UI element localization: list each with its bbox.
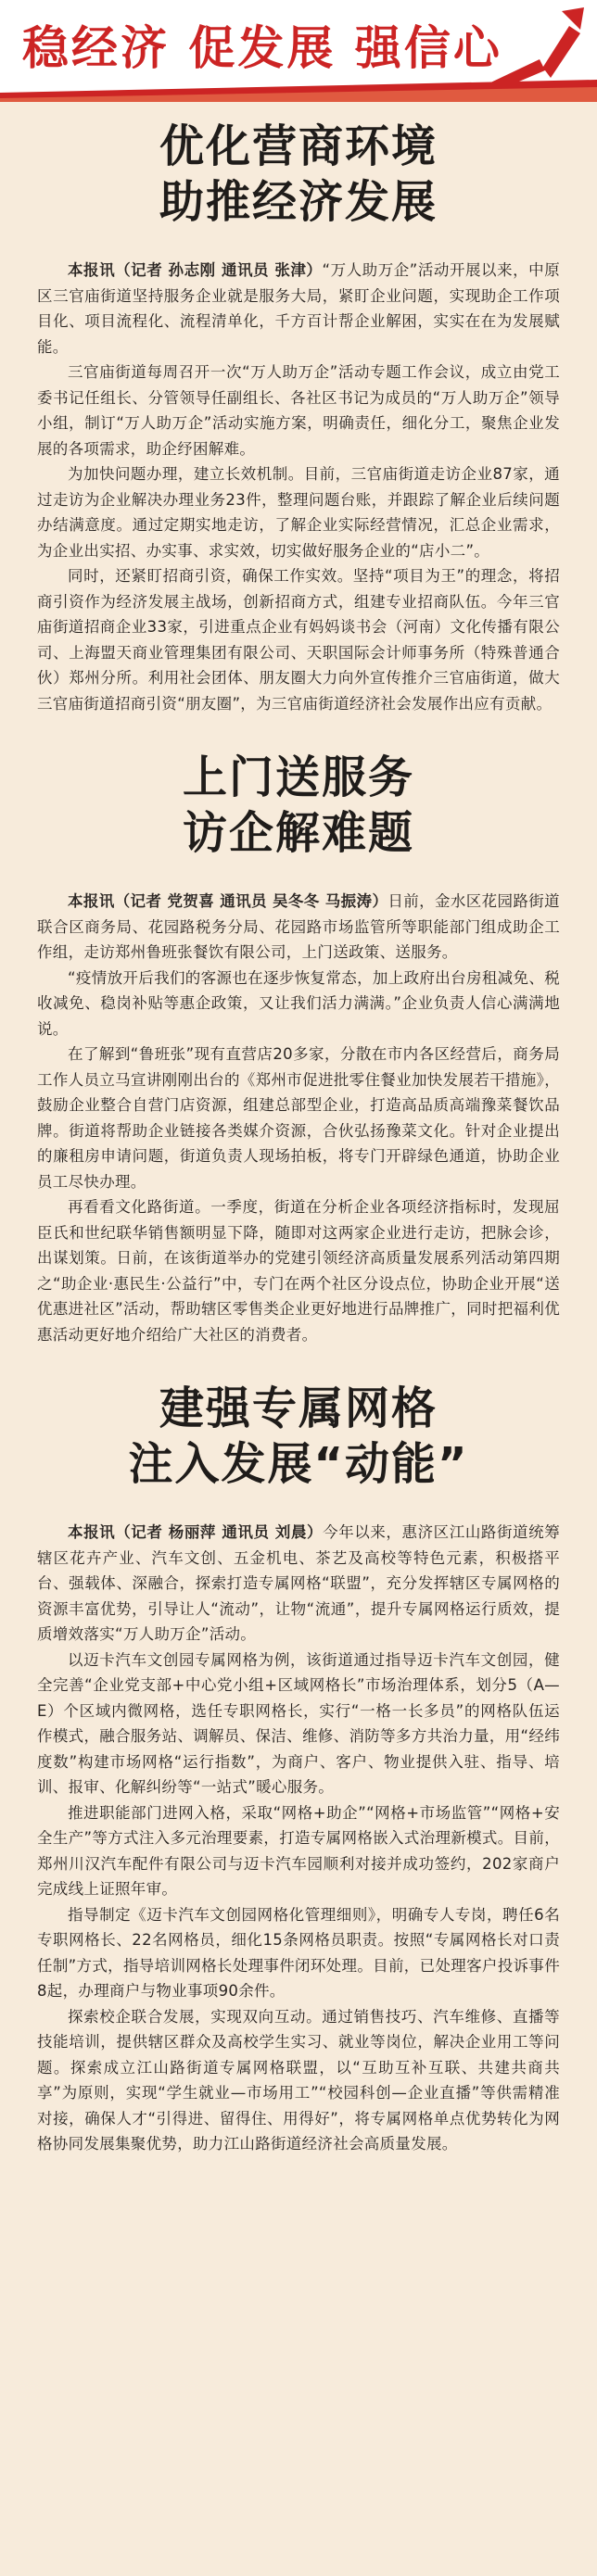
headline-line-1: 上门送服务 — [182, 751, 414, 803]
article-headline — [37, 716, 560, 889]
article-1 — [0, 102, 597, 716]
headline-line-2: 助推经济发展 — [159, 176, 438, 228]
masthead-banner — [0, 0, 597, 102]
paragraph-lead — [37, 258, 560, 360]
paragraph: 三官庙街道每周召开一次“万人助万企”活动专题工作会议，成立由党工委书记任组长、分管领导任副组长、各社区书记为成员的“万人助万企”领导小组，制订“万人助万企”活动实施方案，明确责任，细化分工，聚焦企业发展的各项需求，助企纾困解难。 — [37, 363, 560, 458]
article-2 — [0, 716, 597, 1347]
paragraph: 推进职能部门进网入格，采取“网格+助企”“网格+市场监管”“网格+安全生产”等方式注入多元治理要素，打造专属网格嵌入式治理新模式。目前，郑州川汉汽车配件有限公司与迈卡汽车园顺利对接并成功签约，202家商户完成线上证照年审。 — [37, 1803, 560, 1898]
byline: 本报讯（记者 党贺喜 通讯员 吴冬冬 马振涛） — [68, 892, 388, 910]
article-headline — [37, 1347, 560, 1520]
headline-line-1: 优化营商环境 — [159, 120, 438, 172]
article-body — [37, 889, 560, 1347]
byline: 本报讯（记者 杨丽萍 通讯员 刘晨） — [68, 1523, 324, 1541]
paragraph: 以迈卡汽车文创园专属网格为例，该街道通过指导迈卡汽车文创园，健全完善“企业党支部+中心党小组+区域网格长”市场治理体系，划分5（A—E）个区域内微网格，选任专职网格长，实行“一格一长多员”的网格队伍运作模式，融合服务站、调解员、保洁、维修、消防等多方共治力量，用“经纬度数”构建市场网格“运行指数”，为商户、客户、物业提供入驻、指导、培训、报审、化解纠纷等“一站式”暖心服务。 — [37, 1650, 560, 1796]
article-3 — [0, 1347, 597, 2157]
banner-stripe — [0, 80, 597, 102]
article-body — [37, 258, 560, 716]
paragraph-text: “万人助万企”活动开展以来，中原区三官庙街道坚持服务企业就是服务大局，紧盯企业问题，实现助企工作项目化、项目流程化、流程清单化，千方百计帮企业解困，实实在在为发展赋能。 — [37, 261, 560, 356]
paragraph-lead — [37, 1520, 560, 1648]
article-headline — [37, 102, 560, 258]
paragraph: 探索校企联合发展，实现双向互动。通过销售技巧、汽车维修、直播等技能培训，提供辖区群众及高校学生实习、就业等岗位，解决企业用工等问题。探索成立江山路街道专属网格联盟，以“互助互补互联、共建共商共享”为原则，实现“学生就业—市场用工”“校园科创—企业直播”等供需精准对接，确保人才“引得进、留得住、用得好”，将专属网格单点优势转化为网格协同发展集聚优势，助力江山路街道经济社会高质量发展。 — [37, 2007, 560, 2153]
paragraph: 指导制定《迈卡汽车文创园网格化管理细则》，明确专人专岗，聘任6名专职网格长、22名网格员，细化15条网格员职责。按照“专属网格长对口责任制”方式，指导培训网格长处理事件闭环处理。目前，已处理客户投诉事件8起，办理商户与物业事项90余件。 — [37, 1905, 560, 2000]
paragraph-lead — [37, 889, 560, 966]
headline-line-2: 注入发展“动能” — [128, 1438, 469, 1490]
paragraph: 同时，还紧盯招商引资，确保工作实效。坚持“项目为王”的理念，将招商引资作为经济发展主战场，创新招商方式，组建专业招商队伍。今年三官庙街道招商企业33家，引进重点企业有妈妈谈书会（河南）文化传播有限公司、上海盟天商业管理集团有限公司、天职国际会计师事务所（特殊普通合伙）郑州分所。利用社会团体、朋友圈大力向外宣传推介三官庙街道，做大三官庙街道招商引资“朋友圈”，为三官庙街道经济社会发展作出应有贡献。 — [37, 567, 560, 713]
banner-title: 稳经济 促发展 强信心 — [22, 21, 502, 75]
article-body — [37, 1520, 560, 2157]
paragraph: 再看看文化路街道。一季度，街道在分析企业各项经济指标时，发现屈臣氏和世纪联华销售额明显下降，随即对这两家企业进行走访，把脉会诊，出谋划策。日前，在该街道举办的党建引领经济高质量发展系列活动第四期之“助企业·惠民生·公益行”中，专门在两个社区分设点位，协助企业开展“送优惠进社区”活动，帮助辖区零售类企业更好地进行品牌推广，同时把福利优惠活动更好地介绍给广大社区的消费者。 — [37, 1198, 560, 1344]
headline-line-2: 访企解难题 — [182, 807, 414, 859]
paragraph: “疫情放开后我们的客源也在逐步恢复常态，加上政府出台房租减免、税收减免、稳岗补贴等惠企政策，又让我们活力满满。”企业负责人信心满满地说。 — [37, 968, 560, 1038]
paragraph: 为加快问题办理，建立长效机制。目前，三官庙街道走访企业87家，通过走访为企业解决办理业务23件，整理问题台账，并跟踪了解企业后续问题办结满意度。通过定期实地走访，了解企业实际经营情况，汇总企业需求，为企业出实招、办实事、求实效，切实做好服务企业的“店小二”。 — [37, 465, 560, 560]
paragraph-text: 日前，金水区花园路街道联合区商务局、花园路税务分局、花园路市场监管所等职能部门组成助企工作组，走访郑州鲁班张餐饮有限公司，上门送政策、送服务。 — [37, 892, 560, 961]
headline-line-1: 建强专属网格 — [159, 1383, 438, 1434]
byline: 本报讯（记者 孙志刚 通讯员 张津） — [68, 261, 323, 279]
paragraph: 在了解到“鲁班张”现有直营店20多家，分散在市内各区经营后，商务局工作人员立马宣讲刚刚出台的《郑州市促进批零住餐业加快发展若干措施》，鼓励企业整合自营门店资源，组建总部型企业，打造高品质高端豫菜餐饮品牌。街道将帮助企业链接各类媒介资源，合伙弘扬豫菜文化。针对企业提出的廉租房申请问题，街道负责人现场拍板，将专门开辟绿色通道，协助企业员工尽快办理。 — [37, 1045, 560, 1191]
paragraph-text: 今年以来，惠济区江山路街道统筹辖区花卉产业、汽车文创、五金机电、茶艺及高校等特色元素，积极搭平台、强载体、深融合，探索打造专属网格“联盟”，充分发挥辖区专属网格的资源丰富优势，引导让人“流动”，让物“流通”，提升专属网格运行质效，提质增效落实“万人助万企”活动。 — [37, 1523, 561, 1643]
